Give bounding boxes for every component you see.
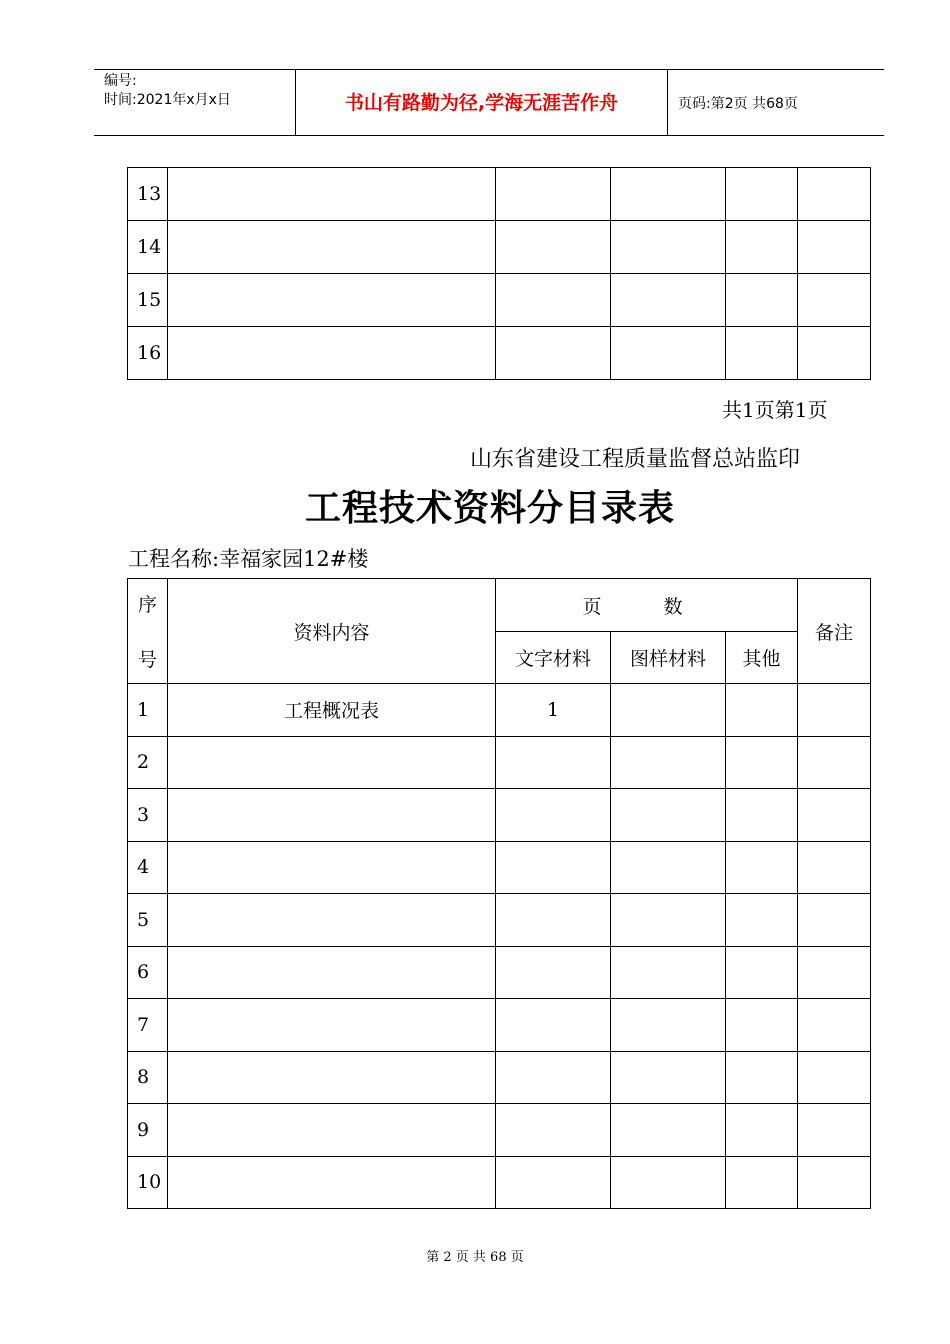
row-number: 2 [128,736,168,789]
content-cell [168,789,496,842]
table-row [128,789,871,842]
content-cell [168,736,496,789]
header-pages [496,579,798,632]
table-cell [168,274,496,327]
table-row [128,841,871,894]
table-cell [798,789,871,842]
table-cell [611,736,726,789]
table-row [128,1104,871,1157]
row-number: 9 [128,1104,168,1157]
header-divider [667,69,668,136]
table-cell [726,894,798,947]
table-cell [496,327,611,380]
content-cell [168,841,496,894]
table-cell [611,789,726,842]
table-cell [611,274,726,327]
table-cell [726,841,798,894]
table-cell [611,684,726,737]
table-cell [611,841,726,894]
text-material-cell [496,736,611,789]
table-cell [798,999,871,1052]
table-cell [726,274,798,327]
table-cell [611,894,726,947]
table-row [128,999,871,1052]
table-cell [168,327,496,380]
text-material-cell [496,1051,611,1104]
table-cell [798,274,871,327]
row-number: 10 [128,1156,168,1209]
table-cell [798,168,871,221]
table-row [128,221,871,274]
document-number-label: 编号: [104,73,137,89]
header-seq-cell [128,579,168,684]
header-other: 其他 [726,632,798,684]
table-cell [496,221,611,274]
header-bottom-rule [94,135,884,136]
header-text-material: 文字材料 [496,632,611,684]
table-cell [611,327,726,380]
table-row [128,1051,871,1104]
table-cell [726,1104,798,1157]
text-material-cell [496,1156,611,1209]
table-cell [168,168,496,221]
row-number: 4 [128,841,168,894]
header-remarks: 备注 [798,579,871,684]
table-row [128,736,871,789]
table-cell [726,684,798,737]
page-title: 工程技术资料分目录表 [304,488,675,529]
header-content: 资料内容 [168,579,496,684]
table-cell [798,841,871,894]
table-cell [611,1156,726,1209]
table-cell [496,274,611,327]
table-cell [726,946,798,999]
project-name: 工程名称:幸福家园12#楼 [128,547,369,571]
table-cell [726,999,798,1052]
table-cell [798,1156,871,1209]
table-cell [611,1051,726,1104]
header-motto: 书山有路勤为径,学海无涯苦作舟 [344,92,619,114]
document-date-label: 时间:2021年x月x日 [104,92,231,108]
catalog-table [127,578,871,1209]
header-page-info: 页码:第2页 共68页 [678,96,798,112]
row-number: 1 [128,684,168,737]
table-cell [798,221,871,274]
table-cell [496,168,611,221]
table-cell [611,221,726,274]
table-cell [726,789,798,842]
header-top-rule [94,69,884,70]
content-cell [168,999,496,1052]
table-cell [168,221,496,274]
row-number: 6 [128,946,168,999]
table-cell [726,1051,798,1104]
header-pages-label: 页 数 [582,595,711,618]
content-cell [168,894,496,947]
row-number: 15 [128,274,168,327]
table-cell [726,1156,798,1209]
table-row [128,894,871,947]
page-footer: 第 2 页 共 68 页 [426,1250,524,1265]
table-cell [611,1104,726,1157]
table-cell [726,221,798,274]
issuer-line: 山东省建设工程质量监督总站监印 [470,447,801,472]
table-cell [726,327,798,380]
continuation-table [127,167,871,380]
row-number: 7 [128,999,168,1052]
page-count-note: 共1页第1页 [722,398,828,422]
text-material-cell [496,894,611,947]
header-drawing-material: 图样材料 [611,632,726,684]
content-cell: 工程概况表 [168,684,496,737]
table-row [128,946,871,999]
row-number: 8 [128,1051,168,1104]
text-material-cell: 1 [496,684,611,737]
row-number: 3 [128,789,168,842]
text-material-cell [496,1104,611,1157]
content-cell [168,1051,496,1104]
row-number: 16 [128,327,168,380]
table-cell [726,736,798,789]
table-row [128,274,871,327]
table-row [128,684,871,737]
table-row [128,1156,871,1209]
table-cell [611,168,726,221]
table-cell [798,946,871,999]
table-cell [726,168,798,221]
content-cell [168,946,496,999]
text-material-cell [496,946,611,999]
table-cell [798,894,871,947]
table-cell [798,684,871,737]
row-number: 14 [128,221,168,274]
text-material-cell [496,999,611,1052]
header-seq-bottom: 号 [137,649,157,671]
row-number: 5 [128,894,168,947]
header-seq-top: 序 [137,594,157,616]
table-cell [798,1104,871,1157]
content-cell [168,1104,496,1157]
table-cell [611,999,726,1052]
content-cell [168,1156,496,1209]
table-cell [798,1051,871,1104]
text-material-cell [496,841,611,894]
row-number: 13 [128,168,168,221]
table-row [128,168,871,221]
table-cell [611,946,726,999]
table-cell [798,736,871,789]
table-cell [798,327,871,380]
text-material-cell [496,789,611,842]
table-row [128,327,871,380]
